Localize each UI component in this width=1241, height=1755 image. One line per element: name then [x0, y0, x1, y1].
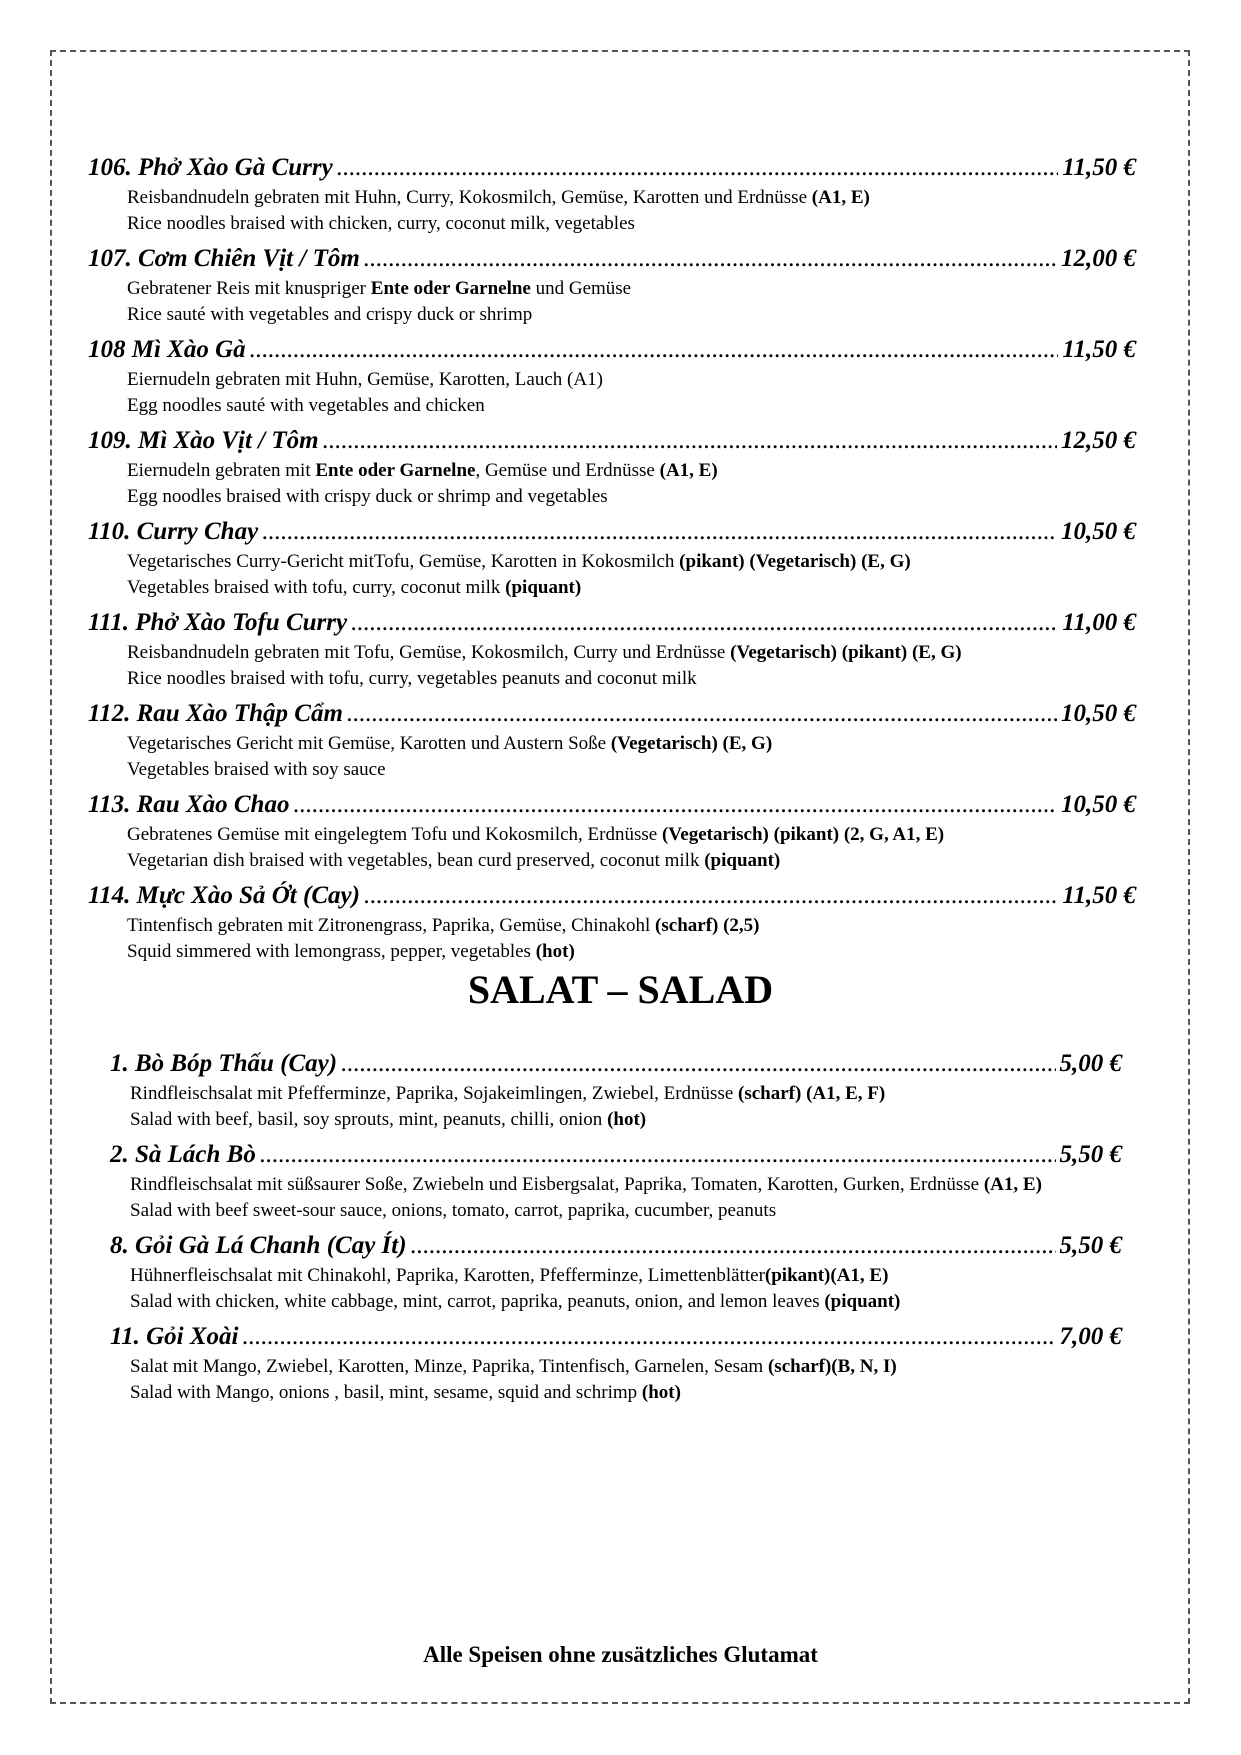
dish-price: 11,00 € [1062, 609, 1136, 636]
dish-price: 11,50 € [1062, 882, 1136, 909]
menu-item-header [88, 332, 1136, 367]
description-text: Rice noodles braised with chicken, curry, coconut milk, vegetables [127, 213, 635, 234]
salad-list [0, 1046, 1241, 1410]
dot-leader [351, 605, 1058, 640]
allergen-note: (A1, E) [659, 460, 718, 481]
allergen-note: (pikant) (Vegetarisch) (E, G) [679, 551, 911, 572]
dish-price: 5,50 € [1059, 1232, 1122, 1259]
dish-description-line [127, 549, 1241, 575]
dish-name: 109. Mì Xào Vịt / Tôm [88, 427, 319, 454]
allergen-note: (scharf) (A1, E, F) [738, 1083, 886, 1104]
description-text: Rindfleischsalat mit Pfefferminze, Paprika, Sojakeimlingen, Zwiebel, Erdnüsse [130, 1083, 739, 1104]
main-dishes-list [0, 150, 1241, 969]
dish-description-line [127, 666, 1241, 692]
description-text: Vegetarian dish braised with vegetables, bean curd preserved, coconut milk [127, 850, 705, 871]
allergen-note: (hot) [607, 1109, 647, 1130]
allergen-note: (scharf)(B, N, I) [767, 1356, 897, 1377]
description-text: Gebratenes Gemüse mit eingelegtem Tofu und Kokosmilch, Erdnüsse [127, 824, 662, 845]
description-text: , Gemüse und Erdnüsse [475, 460, 660, 481]
menu-item-header [88, 605, 1136, 640]
footer-note: Alle Speisen ohne zusätzliches Glutamat [423, 1642, 818, 1667]
menu-item [0, 1137, 1241, 1224]
allergen-note: (hot) [535, 941, 575, 962]
dish-description-line [127, 276, 1241, 302]
dish-description-line [127, 458, 1241, 484]
dish-description-line [127, 575, 1241, 601]
description-text: Rindfleischsalat mit süßsaurer Soße, Zwiebeln und Eisbergsalat, Paprika, Tomaten, Karotten, Gurken, Erdnüsse [130, 1174, 984, 1195]
dish-description-line [127, 848, 1241, 874]
menu-item [0, 332, 1241, 419]
dish-description-line [130, 1289, 1090, 1315]
allergen-note: (A1, E) [811, 187, 870, 208]
menu-item [0, 241, 1241, 328]
allergen-note: (piquant) [704, 850, 781, 871]
dot-leader [364, 241, 1057, 276]
dish-name: 113. Rau Xào Chao [88, 791, 290, 818]
description-text: Tintenfisch gebraten mit Zitronengrass, Paprika, Gemüse, Chinakohl [127, 915, 656, 936]
dish-price: 12,50 € [1061, 427, 1136, 454]
dish-description-line [130, 1081, 1090, 1107]
allergen-note: (piquant) [505, 577, 582, 598]
dish-description-line [127, 393, 1241, 419]
menu-item [0, 878, 1241, 965]
description-text: Salat mit Mango, Zwiebel, Karotten, Minze, Paprika, Tintenfisch, Garnelen, Sesam [130, 1356, 768, 1377]
dish-name: 111. Phở Xào Tofu Curry [88, 609, 348, 636]
dot-leader [337, 150, 1059, 185]
dish-name: 112. Rau Xào Thập Cẩm [88, 700, 343, 727]
dish-name: 8. Gỏi Gà Lá Chanh (Cay Ít) [110, 1232, 407, 1259]
dish-name: 106. Phở Xào Gà Curry [88, 154, 333, 181]
description-text: und Gemüse [530, 278, 632, 299]
menu-item [0, 423, 1241, 510]
description-text: Salad with Mango, onions , basil, mint, sesame, squid and schrimp [130, 1382, 642, 1403]
menu-item [0, 1228, 1241, 1315]
menu-item-header [110, 1046, 1122, 1081]
allergen-note: (Vegetarisch) (pikant) (E, G) [730, 642, 962, 663]
dish-price: 10,50 € [1061, 518, 1136, 545]
menu-item-header [88, 423, 1136, 458]
dish-price: 7,00 € [1059, 1323, 1122, 1350]
dish-description-line [130, 1263, 1090, 1289]
dish-price: 5,50 € [1059, 1141, 1122, 1168]
menu-item-header [88, 514, 1136, 549]
menu-item [0, 787, 1241, 874]
dish-name: 110. Curry Chay [88, 518, 259, 545]
dish-price: 10,50 € [1061, 791, 1136, 818]
dot-leader [293, 787, 1057, 822]
menu-item-header [88, 787, 1136, 822]
description-text: Salad with beef, basil, soy sprouts, mint, peanuts, chilli, onion [130, 1109, 608, 1130]
menu-item [0, 150, 1241, 237]
dish-name: 2. Sà Lách Bò [110, 1141, 256, 1168]
allergen-note: (A1, E) [983, 1174, 1042, 1195]
dish-name: 108 Mì Xào Gà [88, 336, 246, 363]
dot-leader [341, 1046, 1055, 1081]
description-text: Gebratener Reis mit knuspriger [127, 278, 371, 299]
menu-item-header [88, 241, 1136, 276]
dish-description-line [127, 185, 1241, 211]
dish-description-line [130, 1380, 1090, 1406]
dot-leader [262, 514, 1057, 549]
allergen-note: (pikant)(A1, E) [764, 1265, 889, 1286]
menu-item [0, 1046, 1241, 1133]
dot-leader [411, 1228, 1056, 1263]
description-text: Salad with chicken, white cabbage, mint, carrot, paprika, peanuts, onion, and lemon leaves [130, 1291, 825, 1312]
description-text: Egg noodles braised with crispy duck or shrimp and vegetables [127, 486, 608, 507]
allergen-note: Ente oder Garnelne [370, 278, 531, 299]
dish-description-line [127, 913, 1241, 939]
dish-description-line [130, 1354, 1090, 1380]
dish-description-line [130, 1198, 1090, 1224]
description-text: Vegetables braised with tofu, curry, coconut milk [127, 577, 506, 598]
dish-description-line [127, 302, 1241, 328]
description-text: Squid simmered with lemongrass, pepper, vegetables [127, 941, 536, 962]
dish-price: 11,50 € [1062, 336, 1136, 363]
description-text: Vegetarisches Gericht mit Gemüse, Karotten und Austern Soße [127, 733, 611, 754]
description-text: Egg noodles sauté with vegetables and chicken [127, 395, 485, 416]
section-title: SALAT – SALAD [467, 967, 774, 1012]
dish-price: 12,00 € [1061, 245, 1136, 272]
dish-name: 11. Gỏi Xoài [110, 1323, 239, 1350]
menu-item [0, 514, 1241, 601]
dish-description-line [127, 822, 1241, 848]
dish-name: 107. Cơm Chiên Vịt / Tôm [88, 245, 360, 272]
dish-description-line [127, 757, 1241, 783]
menu-item [0, 1319, 1241, 1406]
dish-name: 1. Bò Bóp Thấu (Cay) [110, 1050, 338, 1077]
description-text: Vegetarisches Curry-Gericht mitTofu, Gemüse, Karotten in Kokosmilch [127, 551, 680, 572]
dish-description-line [130, 1107, 1090, 1133]
dot-leader [347, 696, 1057, 731]
description-text: Reisbandnudeln gebraten mit Tofu, Gemüse, Kokosmilch, Curry und Erdnüsse [127, 642, 731, 663]
description-text: Eiernudeln gebraten mit Huhn, Gemüse, Karotten, Lauch (A1) [127, 369, 603, 390]
dish-description-line [127, 939, 1241, 965]
menu-item-header [110, 1228, 1122, 1263]
dish-description-line [127, 367, 1241, 393]
dish-price: 10,50 € [1061, 700, 1136, 727]
description-text: Rice sauté with vegetables and crispy duck or shrimp [127, 304, 533, 325]
menu-item-header [110, 1137, 1122, 1172]
dot-leader [364, 878, 1058, 913]
menu-item-header [110, 1319, 1122, 1354]
allergen-note: (scharf) (2,5) [655, 915, 760, 936]
allergen-note: Ente oder Garnelne [315, 460, 476, 481]
dot-leader [250, 332, 1059, 367]
dish-price: 5,00 € [1059, 1050, 1122, 1077]
dish-price: 11,50 € [1062, 154, 1136, 181]
description-text: Salad with beef sweet-sour sauce, onions, tomato, carrot, paprika, cucumber, peanuts [130, 1200, 777, 1221]
description-text: Rice noodles braised with tofu, curry, vegetables peanuts and coconut milk [127, 668, 697, 689]
menu-item-header [88, 878, 1136, 913]
description-text: Vegetables braised with soy sauce [127, 759, 386, 780]
dish-description-line [127, 731, 1241, 757]
dot-leader [323, 423, 1057, 458]
dish-description-line [130, 1172, 1090, 1198]
dot-leader [260, 1137, 1056, 1172]
menu-item [0, 696, 1241, 783]
allergen-note: (piquant) [824, 1291, 901, 1312]
menu-item-header [88, 150, 1136, 185]
dish-description-line [127, 211, 1241, 237]
description-text: Eiernudeln gebraten mit [127, 460, 316, 481]
description-text: Reisbandnudeln gebraten mit Huhn, Curry, Kokosmilch, Gemüse, Karotten und Erdnüsse [127, 187, 812, 208]
dish-description-line [127, 640, 1241, 666]
allergen-note: (Vegetarisch) (pikant) (2, G, A1, E) [661, 824, 945, 845]
dot-leader [243, 1319, 1056, 1354]
dish-description-line [127, 484, 1241, 510]
dish-name: 114. Mực Xào Sả Ớt (Cay) [88, 882, 360, 909]
allergen-note: (hot) [641, 1382, 681, 1403]
description-text: Hühnerfleischsalat mit Chinakohl, Paprika, Karotten, Pfefferminze, Limettenblätter [130, 1265, 765, 1286]
menu-item-header [88, 696, 1136, 731]
menu-item [0, 605, 1241, 692]
allergen-note: (Vegetarisch) (E, G) [610, 733, 773, 754]
